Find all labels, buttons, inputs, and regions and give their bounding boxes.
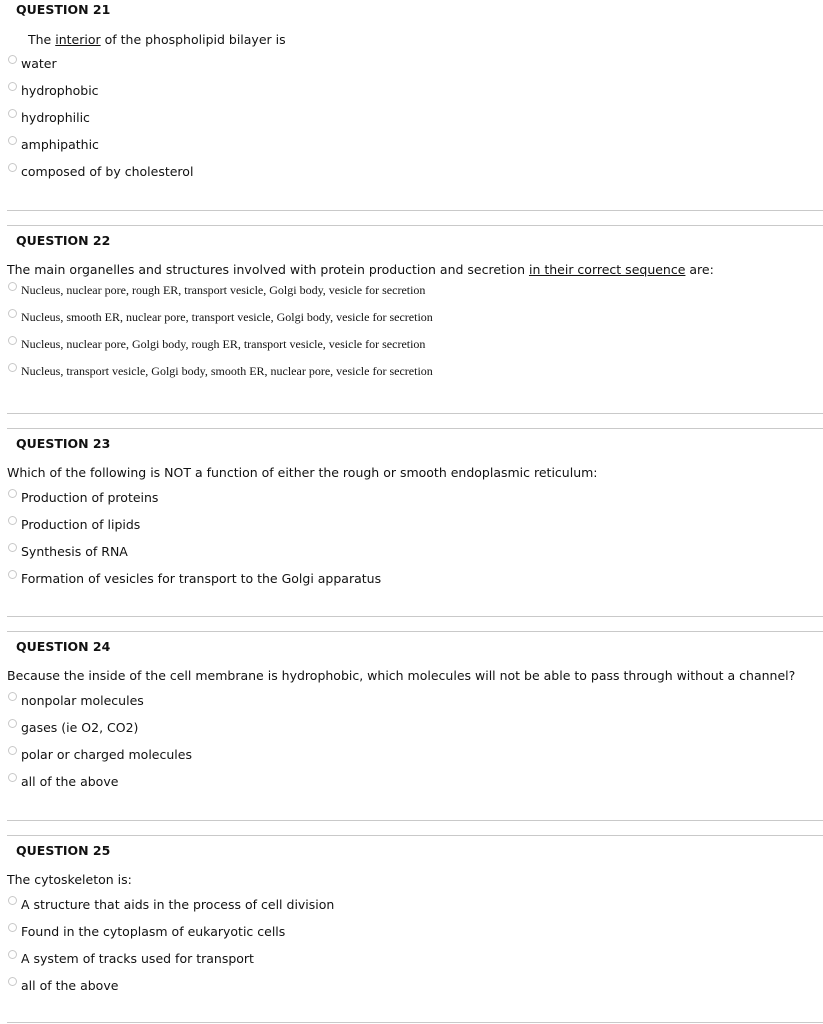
- question-stem: The cytoskeleton is:: [7, 872, 132, 887]
- question-title: QUESTION 22: [16, 233, 111, 248]
- stem-text: are:: [685, 262, 714, 277]
- divider: [7, 428, 823, 429]
- stem-text: The: [28, 32, 56, 47]
- radio-button[interactable]: [8, 950, 17, 959]
- radio-button[interactable]: [8, 516, 17, 525]
- option-label: all of the above: [21, 774, 119, 789]
- divider: [7, 413, 823, 414]
- radio-button[interactable]: [8, 543, 17, 552]
- radio-button[interactable]: [8, 896, 17, 905]
- divider: [7, 616, 823, 617]
- radio-button[interactable]: [8, 309, 17, 318]
- option-label: Formation of vesicles for transport to the Golgi apparatus: [21, 571, 382, 586]
- stem-text: of the phospholipid bilayer is: [100, 32, 286, 47]
- radio-button[interactable]: [8, 773, 17, 782]
- divider: [7, 835, 823, 836]
- option-label: Nucleus, smooth ER, nuclear pore, transport vesicle, Golgi body, vesicle for secretion: [21, 310, 433, 324]
- question-stem: [7, 262, 714, 277]
- option-label: Nucleus, transport vesicle, Golgi body, smooth ER, nuclear pore, vesicle for secretion: [21, 364, 433, 378]
- option-label: hydrophobic: [21, 83, 99, 98]
- radio-button[interactable]: [8, 489, 17, 498]
- radio-button[interactable]: [8, 336, 17, 345]
- radio-button[interactable]: [8, 136, 17, 145]
- option-label: composed of by cholesterol: [21, 164, 194, 179]
- question-stem: Because the inside of the cell membrane is hydrophobic, which molecules will not be able to pass through without a channel?: [7, 668, 796, 683]
- question-title: QUESTION 23: [16, 436, 111, 451]
- option-label: gases (ie O2, CO2): [21, 720, 139, 735]
- question-stem: [28, 32, 286, 47]
- divider: [7, 1022, 823, 1023]
- question-title: QUESTION 21: [16, 2, 111, 17]
- question-title: QUESTION 24: [16, 639, 111, 654]
- option-label: Nucleus, nuclear pore, rough ER, transport vesicle, Golgi body, vesicle for secretion: [21, 283, 426, 297]
- radio-button[interactable]: [8, 977, 17, 986]
- radio-button[interactable]: [8, 570, 17, 579]
- option-label: amphipathic: [21, 137, 99, 152]
- radio-button[interactable]: [8, 363, 17, 372]
- option-label: polar or charged molecules: [21, 747, 192, 762]
- question-title: QUESTION 25: [16, 843, 111, 858]
- option-label: Synthesis of RNA: [21, 544, 128, 559]
- radio-button[interactable]: [8, 163, 17, 172]
- divider: [7, 225, 823, 226]
- option-label: A structure that aids in the process of cell division: [21, 897, 335, 912]
- option-label: Nucleus, nuclear pore, Golgi body, rough ER, transport vesicle, vesicle for secretion: [21, 337, 426, 351]
- option-label: Production of proteins: [21, 490, 159, 505]
- stem-text: The main organelles and structures involved with protein production and secretion: [7, 262, 529, 277]
- option-label: A system of tracks used for transport: [21, 951, 254, 966]
- option-label: all of the above: [21, 978, 119, 993]
- stem-underlined-text: in their correct sequence: [528, 262, 686, 277]
- radio-button[interactable]: [8, 719, 17, 728]
- radio-button[interactable]: [8, 55, 17, 64]
- stem-underlined-text: interior: [55, 32, 101, 47]
- option-label: Production of lipids: [21, 517, 141, 532]
- radio-button[interactable]: [8, 692, 17, 701]
- question-stem: Which of the following is NOT a function of either the rough or smooth endoplasmic reticulum:: [7, 465, 598, 480]
- radio-button[interactable]: [8, 109, 17, 118]
- radio-button[interactable]: [8, 746, 17, 755]
- option-label: Found in the cytoplasm of eukaryotic cells: [21, 924, 286, 939]
- option-label: water: [21, 56, 57, 71]
- option-label: hydrophilic: [21, 110, 90, 125]
- divider: [7, 210, 823, 211]
- radio-button[interactable]: [8, 923, 17, 932]
- option-label: nonpolar molecules: [21, 693, 144, 708]
- divider: [7, 820, 823, 821]
- divider: [7, 631, 823, 632]
- radio-button[interactable]: [8, 282, 17, 291]
- radio-button[interactable]: [8, 82, 17, 91]
